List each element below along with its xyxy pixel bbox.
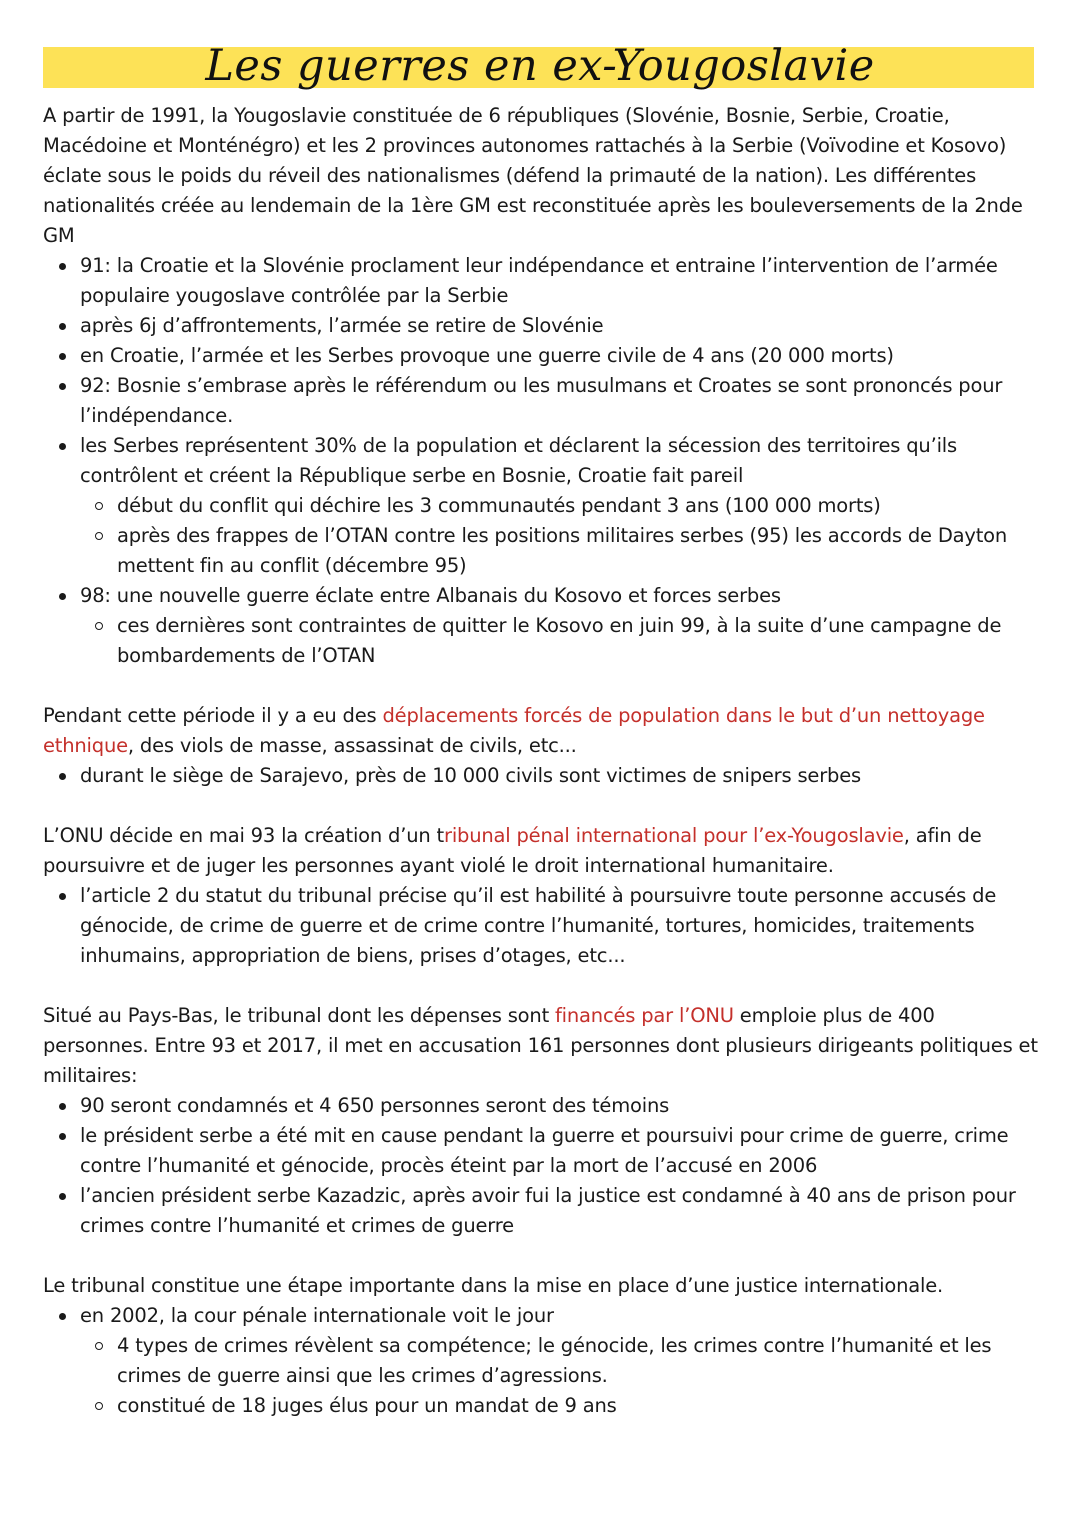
crimes-text-pre: Pendant cette période il y a eu des	[43, 704, 383, 727]
tribunal-paragraph	[43, 821, 1043, 881]
list-item: l’ancien président serbe Kazadzic, après avoir fui la justice est condamné à 40 ans de prison pour crimes contre l’humanité et crimes de guerre	[43, 1181, 1043, 1241]
conclusion-paragraph: Le tribunal constitue une étape importante dans la mise en place d’une justice internationale.	[43, 1274, 944, 1297]
funding-list	[43, 1091, 1043, 1241]
kosovo-sublist	[80, 611, 1043, 671]
funding-text-pre: Situé au Pays-Bas, le tribunal dont les dépenses sont	[43, 1004, 556, 1027]
intro-paragraph: A partir de 1991, la Yougoslavie constituée de 6 républiques (Slovénie, Bosnie, Serbie, Croatie, Macédoine et Monténégro) et les 2 provinces autonomes rattachés à la Serbie (Voïvodine et Kosovo) éclate sous le poids du réveil des nationalismes (défend la primauté de la nation). Les différentes nationalités créée au lendemain de la 1ère GM est reconstituée après les bouleversements de la 2nde GM	[43, 104, 1023, 247]
page-title: Les guerres en ex-Yougoslavie	[205, 41, 875, 91]
bosnia-sublist	[80, 491, 1043, 581]
icc-sublist	[80, 1331, 1043, 1421]
sublist-item: constitué de 18 juges élus pour un mandat de 9 ans	[80, 1391, 1043, 1421]
list-item: 91: la Croatie et la Slovénie proclament leur indépendance et entraine l’intervention de l’armée populaire yougoslave contrôlée par la Serbie	[43, 251, 1043, 311]
list-item-text: en 2002, la cour pénale internationale voit le jour	[80, 1304, 554, 1327]
funding-text-post: emploie plus de 400 personnes. Entre 93 et 2017, il met en accusation 161 personnes dont plusieurs dirigeants politiques et militaires:	[43, 1004, 1038, 1087]
tribunal-text-post: , afin de poursuivre et de juger les personnes ayant violé le droit international humanitaire.	[43, 824, 982, 877]
list-item-kosovo	[43, 581, 1043, 671]
crimes-list	[43, 761, 1043, 791]
list-item: le président serbe a été mit en cause pendant la guerre et poursuivi pour crime de guerre, crime contre l’humanité et génocide, procès éteint par la mort de l’accusé en 2006	[43, 1121, 1043, 1181]
tribunal-highlight: ribunal pénal international pour l’ex-Yougoslavie	[444, 824, 904, 847]
funding-highlight: financés par l’ONU	[555, 1004, 734, 1027]
conclusion-list	[43, 1301, 1043, 1421]
crimes-paragraph	[43, 701, 1043, 761]
list-item-text: 98: une nouvelle guerre éclate entre Albanais du Kosovo et forces serbes	[80, 584, 781, 607]
document-body	[43, 101, 1043, 1421]
list-item: durant le siège de Sarajevo, près de 10 000 civils sont victimes de snipers serbes	[43, 761, 1043, 791]
list-item-text: les Serbes représentent 30% de la population et déclarent la sécession des territoires qu’ils contrôlent et créent la République serbe en Bosnie, Croatie fait pareil	[80, 434, 957, 487]
list-item-icc	[43, 1301, 1043, 1421]
list-item: 92: Bosnie s’embrase après le référendum ou les musulmans et Croates se sont prononcés pour l’indépendance.	[43, 371, 1043, 431]
sublist-item: après des frappes de l’OTAN contre les positions militaires serbes (95) les accords de Dayton mettent fin au conflit (décembre 95)	[80, 521, 1043, 581]
crimes-text-post: , des viols de masse, assassinat de civils, etc...	[127, 734, 577, 757]
list-item: l’article 2 du statut du tribunal précise qu’il est habilité à poursuivre toute personne accusés de génocide, de crime de guerre et de crime contre l’humanité, tortures, homicides, traitements inhumains, appropriation de biens, prises d’otages, etc...	[43, 881, 1043, 971]
sublist-item: 4 types de crimes révèlent sa compétence; le génocide, les crimes contre l’humanité et les crimes de guerre ainsi que les crimes d’agressions.	[80, 1331, 1043, 1391]
tribunal-list	[43, 881, 1043, 971]
list-item: en Croatie, l’armée et les Serbes provoque une guerre civile de 4 ans (20 000 morts)	[43, 341, 1043, 371]
tribunal-text-pre: L’ONU décide en mai 93 la création d’un t	[43, 824, 444, 847]
sublist-item: ces dernières sont contraintes de quitter le Kosovo en juin 99, à la suite d’une campagne de bombardements de l’OTAN	[80, 611, 1043, 671]
list-item: 90 seront condamnés et 4 650 personnes seront des témoins	[43, 1091, 1043, 1121]
crimes-highlight: déplacements forcés de population dans le but d’un nettoyage ethnique	[43, 704, 985, 757]
sublist-item: début du conflit qui déchire les 3 communautés pendant 3 ans (100 000 morts)	[80, 491, 1043, 521]
list-item: après 6j d’affrontements, l’armée se retire de Slovénie	[43, 311, 1043, 341]
list-item-bosnia	[43, 431, 1043, 581]
timeline-list	[43, 251, 1043, 671]
funding-paragraph	[43, 1001, 1043, 1091]
